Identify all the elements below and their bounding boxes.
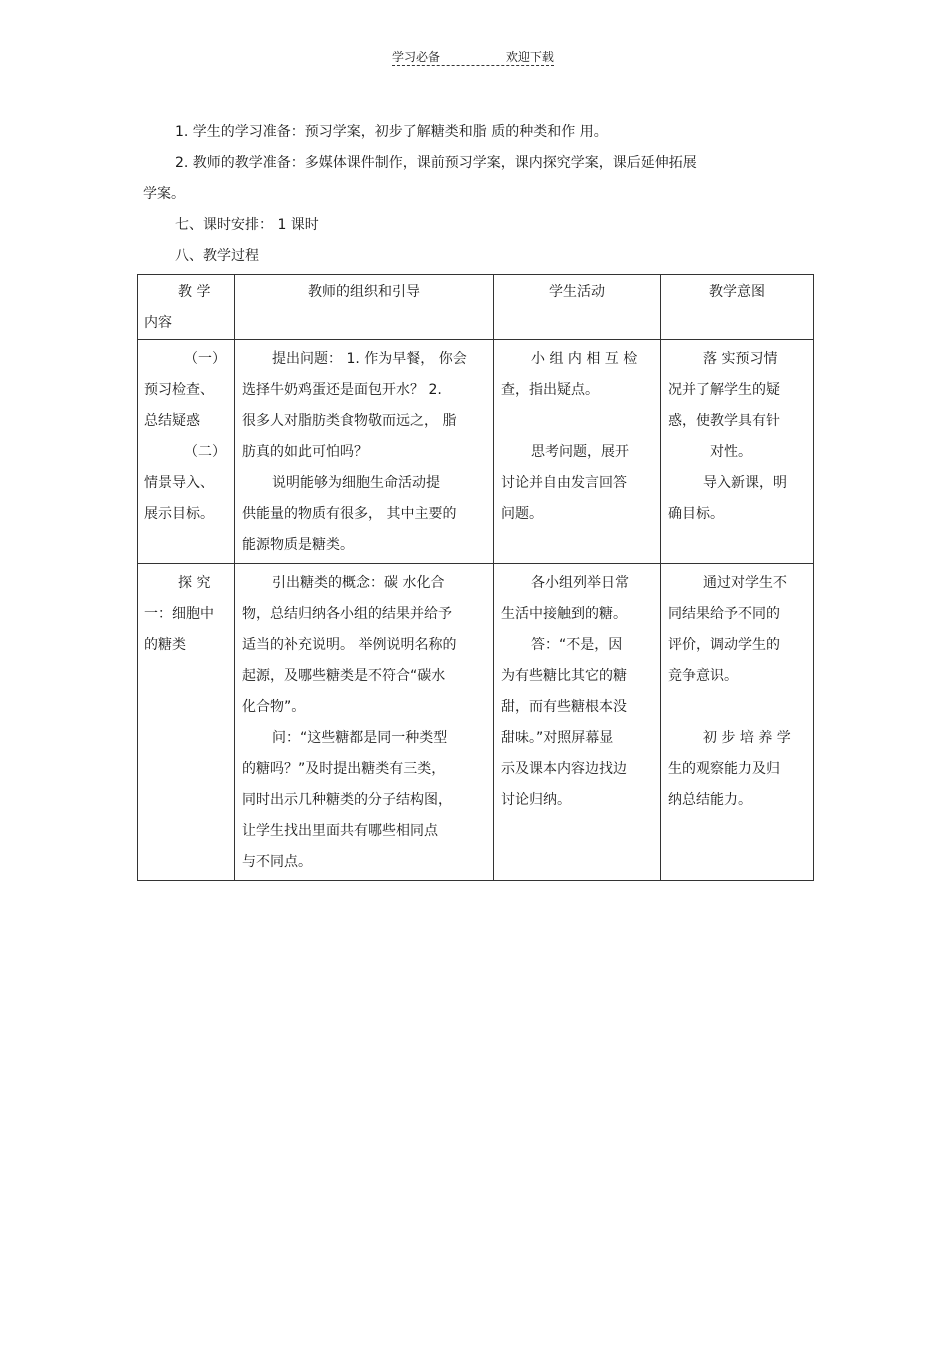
table-header-row (138, 275, 814, 340)
row2-teacher-line: 引出糖类的概念：碳 水化合 (272, 575, 445, 591)
row2-student-line: 答：“不是，因 (531, 637, 623, 653)
row2-content-line: 一：细胞中 (144, 606, 214, 622)
row2-intent-line: 竞争意识。 (668, 668, 738, 684)
row1-student-line: 小 组 内 相 互 检 (531, 351, 638, 367)
row2-intent-line: 通过对学生不 (703, 575, 787, 591)
row1-student-cell (494, 340, 661, 564)
row2-teacher-line: 化合物”。 (242, 699, 306, 715)
header-cell-teacher (235, 275, 494, 340)
row2-content-line: 探 究 (178, 575, 211, 591)
row1-teacher-line: 能源物质是糖类。 (242, 537, 354, 553)
row1-teacher-line: 提出问题： 1. 作为早餐， 你会 (272, 351, 467, 367)
row2-student-line: 生活中接触到的糖。 (501, 606, 627, 622)
row1-teacher-cell (235, 340, 494, 564)
row1-content-line: 总结疑惑 (144, 413, 200, 429)
row1-intent-line: 况并了解学生的疑 (668, 382, 780, 398)
row2-teacher-line: 同时出示几种糖类的分子结构图， (242, 792, 452, 808)
header-cell-content (138, 275, 235, 340)
row2-student-line: 甜味。”对照屏幕显 (501, 730, 614, 746)
row1-teacher-line: 很多人对脂肪类食物敬而远之， 脂 (242, 413, 457, 429)
row2-intent-cell (661, 564, 814, 881)
row1-intent-line: 落 实预习情 (703, 351, 778, 367)
row2-intent-line: 生的观察能力及归 (668, 761, 780, 777)
page-header (392, 48, 554, 65)
header-student: 学生活动 (549, 284, 605, 300)
row2-teacher-cell (235, 564, 494, 881)
row1-student-line: 查，指出疑点。 (501, 382, 599, 398)
row2-student-line: 甜，而有些糖根本没 (501, 699, 627, 715)
section-process: 八、教学过程 (175, 248, 259, 264)
row1-teacher-line: 说明能够为细胞生命活动提 (272, 475, 440, 491)
header-cell-student (494, 275, 661, 340)
row1-student-line: 讨论并自由发言回答 (501, 475, 627, 491)
paragraph-teacher-prep: 2. 教师的教学准备：多媒体课件制作，课前预习学案，课内探究学案，课后延伸拓展 (175, 155, 697, 171)
row2-intent-line: 同结果给予不同的 (668, 606, 780, 622)
header-dashed-rule (392, 65, 554, 66)
row1-intent-cell (661, 340, 814, 564)
row2-intent-line: 纳总结能力。 (668, 792, 752, 808)
row1-intent-line: 对性。 (710, 444, 752, 460)
row2-student-cell (494, 564, 661, 881)
row2-content-cell (138, 564, 235, 881)
row1-intent-line: 导入新课，明 (703, 475, 787, 491)
row1-content-line: 展示目标。 (144, 506, 214, 522)
row2-teacher-line: 与不同点。 (242, 854, 312, 870)
row2-intent-line: 初 步 培 养 学 (703, 730, 791, 746)
row2-intent-line: 评价，调动学生的 (668, 637, 780, 653)
row1-content-line: （一） (184, 351, 226, 367)
row2-content-line: 的糖类 (144, 637, 186, 653)
row1-student-line: 问题。 (501, 506, 543, 522)
row1-student-line: 思考问题，展开 (531, 444, 629, 460)
row1-teacher-line: 肪真的如此可怕吗？ (242, 444, 368, 460)
row1-teacher-line: 选择牛奶鸡蛋还是面包开水？ 2. (242, 382, 442, 398)
row2-teacher-line: 的糖吗？”及时提出糖类有三类， (242, 761, 446, 777)
row2-teacher-line: 让学生找出里面共有哪些相同点 (242, 823, 438, 839)
table-row (138, 564, 814, 881)
section-schedule: 七、课时安排： 1 课时 (175, 217, 319, 233)
row2-teacher-line: 适当的补充说明。 举例说明名称的 (242, 637, 457, 653)
row1-content-line: 情景导入、 (144, 475, 214, 491)
row1-intent-line: 惑，使教学具有针 (668, 413, 780, 429)
teaching-process-table (137, 274, 814, 881)
header-content-line2: 内容 (144, 315, 172, 331)
row1-teacher-line: 供能量的物质有很多， 其中主要的 (242, 506, 457, 522)
row1-content-line: （二） (184, 444, 226, 460)
row1-content-line: 预习检查、 (144, 382, 214, 398)
row2-teacher-line: 问：“这些糖都是同一种类型 (272, 730, 448, 746)
header-right-text: 欢迎下载 (505, 50, 554, 64)
header-intent: 教学意图 (709, 284, 765, 300)
paragraph-teacher-prep-cont: 学案。 (143, 186, 185, 202)
row2-student-line: 各小组列举日常 (531, 575, 629, 591)
header-content-line1: 教 学 (178, 284, 211, 300)
row2-student-line: 示及课本内容边找边 (501, 761, 627, 777)
header-left-text: 学习必备 (392, 50, 441, 64)
header-cell-intent (661, 275, 814, 340)
row1-content-cell (138, 340, 235, 564)
header-teacher: 教师的组织和引导 (308, 284, 420, 300)
row2-student-line: 为有些糖比其它的糖 (501, 668, 627, 684)
row2-teacher-line: 起源，及哪些糖类是不符合“碳水 (242, 668, 446, 684)
row2-teacher-line: 物，总结归纳各小组的结果并给予 (242, 606, 452, 622)
row1-intent-line: 确目标。 (668, 506, 724, 522)
paragraph-student-prep: 1. 学生的学习准备：预习学案，初步了解糖类和脂 质的种类和作 用。 (175, 124, 608, 140)
row2-student-line: 讨论归纳。 (501, 792, 571, 808)
table-row (138, 340, 814, 564)
